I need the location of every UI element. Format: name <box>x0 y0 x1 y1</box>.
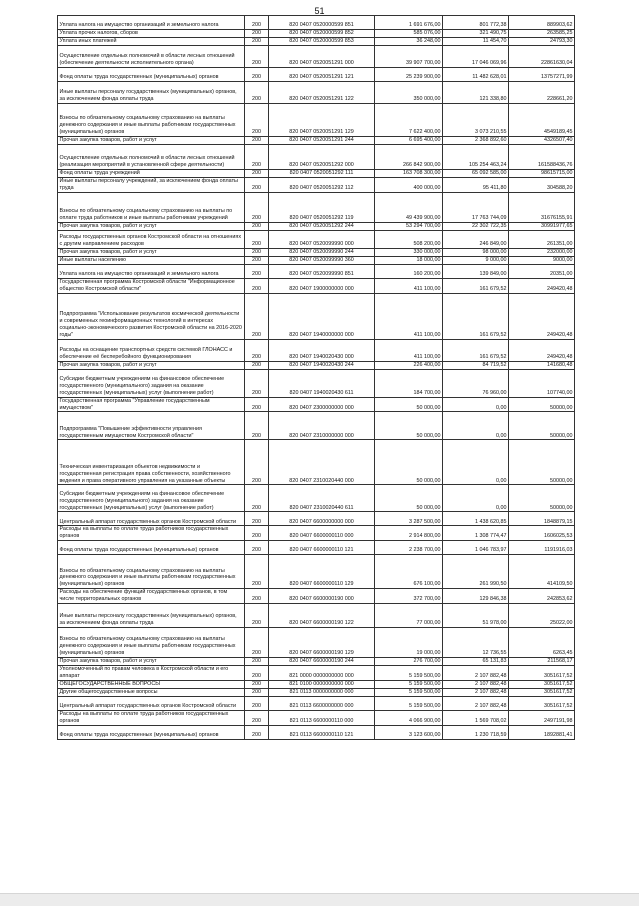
row-name: Государственная программа Костромской области "Информационное общество Костромской области" <box>58 278 245 293</box>
table-row <box>58 230 575 248</box>
row-approved-amount: 400 000,00 <box>375 178 443 193</box>
row-executed-amount: 51 978,00 <box>443 604 509 628</box>
row-classification-code: 820 0407 1940000000 000 <box>269 293 375 339</box>
row-line-code: 200 <box>245 485 269 512</box>
row-approved-amount: 5 159 500,00 <box>375 688 443 696</box>
row-remaining-amount: 249420,48 <box>509 339 575 361</box>
row-executed-amount: 17 046 069,96 <box>443 46 509 68</box>
row-classification-code: 820 0407 0520051291 129 <box>269 104 375 137</box>
table-row <box>58 222 575 230</box>
row-name: Фонд оплаты труда учреждений <box>58 170 245 178</box>
row-remaining-amount: 249420,48 <box>509 293 575 339</box>
row-executed-amount: 95 411,80 <box>443 178 509 193</box>
row-classification-code: 820 0407 6600000190 244 <box>269 658 375 666</box>
row-line-code: 200 <box>245 30 269 38</box>
row-name: Субсидии бюджетным учреждениям на финансовое обеспечение государственного (муниципального) задания на оказание государственных (муниципальных) услуг (выполнение работ) <box>58 369 245 397</box>
row-remaining-amount: 2497191,98 <box>509 710 575 725</box>
row-classification-code: 820 0407 0520051291 121 <box>269 68 375 82</box>
row-name: Взносы по обязательному социальному страхованию на выплаты денежного содержания и иные выплаты работникам государственных (муниципальных) органов <box>58 628 245 658</box>
row-remaining-amount: 50000,00 <box>509 397 575 412</box>
row-executed-amount: 65 092 585,00 <box>443 170 509 178</box>
row-classification-code: 820 0407 2310020440 000 <box>269 440 375 485</box>
table-row <box>58 137 575 145</box>
table-row <box>58 666 575 681</box>
row-approved-amount: 226 400,00 <box>375 361 443 369</box>
row-line-code: 200 <box>245 16 269 30</box>
row-approved-amount: 411 100,00 <box>375 278 443 293</box>
row-executed-amount: 98 000,00 <box>443 248 509 256</box>
row-executed-amount: 84 719,52 <box>443 361 509 369</box>
row-executed-amount: 161 679,52 <box>443 278 509 293</box>
row-approved-amount: 2 238 700,00 <box>375 541 443 555</box>
row-name: Фонд оплаты труда государственных (муниципальных) органов <box>58 725 245 739</box>
row-line-code: 200 <box>245 104 269 137</box>
row-line-code: 200 <box>245 589 269 604</box>
table-row <box>58 264 575 278</box>
row-name: Уплата налога на имущество организаций и земельного налога <box>58 264 245 278</box>
row-executed-amount: 2 368 892,60 <box>443 137 509 145</box>
row-name: Осуществление отдельных полномочий в области лесных отношений (реализация мероприятий в установленной сфере деятельности) <box>58 145 245 170</box>
row-approved-amount: 50 000,00 <box>375 412 443 440</box>
row-line-code: 200 <box>245 256 269 264</box>
row-executed-amount: 3 073 210,55 <box>443 104 509 137</box>
row-line-code: 200 <box>245 170 269 178</box>
table-row <box>58 440 575 485</box>
row-line-code: 200 <box>245 369 269 397</box>
row-remaining-amount: 50000,00 <box>509 485 575 512</box>
table-row <box>58 104 575 137</box>
row-executed-amount: 161 679,52 <box>443 339 509 361</box>
row-name: Прочая закупка товаров, работ и услуг <box>58 137 245 145</box>
row-executed-amount: 129 846,38 <box>443 589 509 604</box>
row-remaining-amount: 50000,00 <box>509 412 575 440</box>
row-classification-code: 820 0407 2310020440 611 <box>269 485 375 512</box>
row-classification-code: 820 0407 1940020430 244 <box>269 361 375 369</box>
row-line-code: 200 <box>245 230 269 248</box>
row-executed-amount: 246 849,00 <box>443 230 509 248</box>
row-name: Расходы на выплаты по оплате труда работников государственных органов <box>58 710 245 725</box>
row-name: Субсидии бюджетным учреждениям на финансовое обеспечение государственного (муниципального) задания на оказание государственных (муниципальных) услуг (выполнение работ) <box>58 485 245 512</box>
row-classification-code: 820 0407 0520051292 244 <box>269 222 375 230</box>
row-line-code: 200 <box>245 680 269 688</box>
row-line-code: 200 <box>245 137 269 145</box>
table-row <box>58 628 575 658</box>
row-name: Фонд оплаты труда государственных (муниципальных) органов <box>58 68 245 82</box>
row-classification-code: 821 0000 0000000000 000 <box>269 666 375 681</box>
row-name: Иные выплаты персоналу учреждений, за исключением фонда оплаты труда <box>58 178 245 193</box>
table-body <box>58 16 575 740</box>
table-row <box>58 658 575 666</box>
row-remaining-amount: 3051617,52 <box>509 666 575 681</box>
row-classification-code: 820 0407 0520099990 360 <box>269 256 375 264</box>
row-executed-amount: 17 763 744,09 <box>443 192 509 222</box>
table-row <box>58 680 575 688</box>
row-executed-amount: 801 772,38 <box>443 16 509 30</box>
row-executed-amount: 1 230 718,59 <box>443 725 509 739</box>
table-row <box>58 526 575 541</box>
row-approved-amount: 25 239 900,00 <box>375 68 443 82</box>
row-line-code: 200 <box>245 397 269 412</box>
row-name: Подпрограмма "Повышение эффективности управления государственным имуществом Костромской области" <box>58 412 245 440</box>
row-remaining-amount: 414109,50 <box>509 555 575 589</box>
row-line-code: 200 <box>245 604 269 628</box>
row-name: Центральный аппарат государственных органов Костромской области <box>58 696 245 710</box>
row-remaining-amount: 161588436,76 <box>509 145 575 170</box>
row-approved-amount: 508 200,00 <box>375 230 443 248</box>
row-remaining-amount: 228661,20 <box>509 82 575 104</box>
table-row <box>58 541 575 555</box>
row-name: Расходы на обеспечение функций государственных органов, в том числе территориальных органов <box>58 589 245 604</box>
row-executed-amount: 11 482 628,01 <box>443 68 509 82</box>
row-line-code: 200 <box>245 145 269 170</box>
row-line-code: 200 <box>245 264 269 278</box>
row-approved-amount: 3 123 600,00 <box>375 725 443 739</box>
row-classification-code: 820 0407 1940020430 611 <box>269 369 375 397</box>
row-executed-amount: 2 107 882,48 <box>443 666 509 681</box>
row-name: Уплата иных платежей <box>58 38 245 46</box>
row-remaining-amount: 1848879,15 <box>509 512 575 526</box>
row-line-code: 200 <box>245 248 269 256</box>
row-line-code: 200 <box>245 440 269 485</box>
row-name: Взносы по обязательному социальному страхованию на выплаты денежного содержания и иные выплаты работникам государственных (муниципальных) органов <box>58 104 245 137</box>
row-remaining-amount: 1892881,41 <box>509 725 575 739</box>
row-classification-code: 820 0407 2310000000 000 <box>269 412 375 440</box>
table-row <box>58 710 575 725</box>
table-row <box>58 16 575 30</box>
row-remaining-amount: 50000,00 <box>509 440 575 485</box>
row-remaining-amount: 13757271,99 <box>509 68 575 82</box>
row-name: Прочая закупка товаров, работ и услуг <box>58 248 245 256</box>
row-executed-amount: 0,00 <box>443 485 509 512</box>
row-name: Центральный аппарат государственных органов Костромской области <box>58 512 245 526</box>
row-approved-amount: 36 248,00 <box>375 38 443 46</box>
row-remaining-amount: 3051617,52 <box>509 688 575 696</box>
row-line-code: 200 <box>245 526 269 541</box>
row-remaining-amount: 25022,00 <box>509 604 575 628</box>
row-executed-amount: 0,00 <box>443 412 509 440</box>
row-executed-amount: 2 107 882,48 <box>443 688 509 696</box>
row-line-code: 200 <box>245 293 269 339</box>
row-name: Прочая закупка товаров, работ и услуг <box>58 658 245 666</box>
row-line-code: 200 <box>245 278 269 293</box>
row-line-code: 200 <box>245 192 269 222</box>
row-remaining-amount: 261351,00 <box>509 230 575 248</box>
row-remaining-amount: 1606025,53 <box>509 526 575 541</box>
row-name: Иные выплаты персоналу государственных (муниципальных) органов, за исключением фонда оплаты труда <box>58 604 245 628</box>
row-line-code: 200 <box>245 38 269 46</box>
row-line-code: 200 <box>245 696 269 710</box>
row-remaining-amount: 211568,17 <box>509 658 575 666</box>
row-classification-code: 820 0407 0520099990 000 <box>269 230 375 248</box>
table-row <box>58 696 575 710</box>
table-row <box>58 512 575 526</box>
row-executed-amount: 139 849,00 <box>443 264 509 278</box>
table-row <box>58 369 575 397</box>
row-executed-amount: 121 338,80 <box>443 82 509 104</box>
row-classification-code: 820 0407 0520051291 244 <box>269 137 375 145</box>
row-line-code: 200 <box>245 412 269 440</box>
row-classification-code: 821 0113 0000000000 000 <box>269 688 375 696</box>
row-executed-amount: 12 736,55 <box>443 628 509 658</box>
row-executed-amount: 321 490,75 <box>443 30 509 38</box>
row-remaining-amount: 3051617,52 <box>509 680 575 688</box>
row-remaining-amount: 9000,00 <box>509 256 575 264</box>
row-approved-amount: 266 842 900,00 <box>375 145 443 170</box>
row-remaining-amount: 232000,00 <box>509 248 575 256</box>
row-line-code: 200 <box>245 541 269 555</box>
row-remaining-amount: 20351,00 <box>509 264 575 278</box>
table-row <box>58 688 575 696</box>
row-name: Расходы на оснащение транспортных средств системой ГЛОНАСС и обеспечение её бесперебойного функционирования <box>58 339 245 361</box>
row-classification-code: 820 0407 0520099990 244 <box>269 248 375 256</box>
row-approved-amount: 585 076,00 <box>375 30 443 38</box>
row-remaining-amount: 242853,62 <box>509 589 575 604</box>
row-executed-amount: 9 000,00 <box>443 256 509 264</box>
row-approved-amount: 3 287 500,00 <box>375 512 443 526</box>
row-executed-amount: 1 438 620,85 <box>443 512 509 526</box>
row-classification-code: 820 0407 0520051292 119 <box>269 192 375 222</box>
row-executed-amount: 22 302 722,35 <box>443 222 509 230</box>
row-remaining-amount: 24793,30 <box>509 38 575 46</box>
row-approved-amount: 18 000,00 <box>375 256 443 264</box>
row-classification-code: 820 0407 2300000000 000 <box>269 397 375 412</box>
row-name: Подпрограмма "Использование результатов космической деятельности и современных геоинформационных технологий в интересах социально-экономического развития Костромской области на 2016-2020 годы" <box>58 293 245 339</box>
row-name: Взносы по обязательному социальному страхованию на выплаты по оплате труда работников и иные выплаты работникам учреждений <box>58 192 245 222</box>
table-row <box>58 192 575 222</box>
row-executed-amount: 0,00 <box>443 397 509 412</box>
row-approved-amount: 5 159 500,00 <box>375 696 443 710</box>
row-name: Уполномоченный по правам человека в Костромской области и его аппарат <box>58 666 245 681</box>
row-line-code: 200 <box>245 68 269 82</box>
table-row <box>58 256 575 264</box>
table-row <box>58 361 575 369</box>
row-name: Фонд оплаты труда государственных (муниципальных) органов <box>58 541 245 555</box>
row-line-code: 200 <box>245 82 269 104</box>
row-remaining-amount: 6263,45 <box>509 628 575 658</box>
row-remaining-amount: 31676155,91 <box>509 192 575 222</box>
row-line-code: 200 <box>245 222 269 230</box>
row-classification-code: 820 0407 0520000599 852 <box>269 30 375 38</box>
row-approved-amount: 7 622 400,00 <box>375 104 443 137</box>
row-line-code: 200 <box>245 710 269 725</box>
table-row <box>58 46 575 68</box>
row-line-code: 200 <box>245 658 269 666</box>
row-approved-amount: 19 000,00 <box>375 628 443 658</box>
budget-execution-table <box>57 15 575 740</box>
row-classification-code: 820 0407 0520000599 853 <box>269 38 375 46</box>
row-classification-code: 820 0407 1900000000 000 <box>269 278 375 293</box>
table-row <box>58 339 575 361</box>
row-remaining-amount: 889903,62 <box>509 16 575 30</box>
row-executed-amount: 2 107 882,48 <box>443 696 509 710</box>
row-name: Взносы по обязательному социальному страхованию на выплаты денежного содержания и иные выплаты работникам государственных (муниципальных) органов <box>58 555 245 589</box>
row-name: Техническая инвентаризация объектов недвижимости и государственная регистрация права собственности, хозяйственного ведения и права оперативного управления на указанные объекты <box>58 440 245 485</box>
row-approved-amount: 5 159 500,00 <box>375 666 443 681</box>
row-approved-amount: 163 708 300,00 <box>375 170 443 178</box>
row-name: Расходы государственных органов Костромской области на отношениях с другим направлением расходов <box>58 230 245 248</box>
row-executed-amount: 161 679,52 <box>443 293 509 339</box>
row-name: Уплата налога на имущество организаций и земельного налога <box>58 16 245 30</box>
row-name: ОБЩЕГОСУДАРСТВЕННЫЕ ВОПРОСЫ <box>58 680 245 688</box>
row-approved-amount: 50 000,00 <box>375 440 443 485</box>
row-name: Иные выплаты населению <box>58 256 245 264</box>
row-approved-amount: 77 000,00 <box>375 604 443 628</box>
row-approved-amount: 6 695 400,00 <box>375 137 443 145</box>
row-classification-code: 820 0407 0520051292 000 <box>269 145 375 170</box>
table-row <box>58 248 575 256</box>
row-remaining-amount: 98615715,00 <box>509 170 575 178</box>
row-name: Уплата прочих налогов, сборов <box>58 30 245 38</box>
row-line-code: 200 <box>245 46 269 68</box>
row-line-code: 200 <box>245 688 269 696</box>
row-classification-code: 820 0407 6600000110 129 <box>269 555 375 589</box>
row-approved-amount: 50 000,00 <box>375 485 443 512</box>
row-approved-amount: 160 200,00 <box>375 264 443 278</box>
row-remaining-amount: 263585,25 <box>509 30 575 38</box>
row-classification-code: 820 0407 0520051291 122 <box>269 82 375 104</box>
row-line-code: 200 <box>245 512 269 526</box>
row-line-code: 200 <box>245 555 269 589</box>
row-executed-amount: 76 960,00 <box>443 369 509 397</box>
row-line-code: 200 <box>245 666 269 681</box>
row-approved-amount: 676 100,00 <box>375 555 443 589</box>
row-executed-amount: 105 254 463,24 <box>443 145 509 170</box>
row-classification-code: 820 0407 0520051292 111 <box>269 170 375 178</box>
row-approved-amount: 2 914 800,00 <box>375 526 443 541</box>
row-classification-code: 821 0113 6600000110 121 <box>269 725 375 739</box>
table-row <box>58 589 575 604</box>
row-classification-code: 821 0113 6600000110 000 <box>269 710 375 725</box>
row-line-code: 200 <box>245 725 269 739</box>
row-executed-amount: 0,00 <box>443 440 509 485</box>
table-row <box>58 604 575 628</box>
row-classification-code: 821 0100 0000000000 000 <box>269 680 375 688</box>
row-classification-code: 820 0407 6600000190 000 <box>269 589 375 604</box>
table-row <box>58 38 575 46</box>
row-remaining-amount: 304588,20 <box>509 178 575 193</box>
row-classification-code: 820 0407 6600000110 000 <box>269 526 375 541</box>
table-row <box>58 178 575 193</box>
row-classification-code: 820 0407 0520099990 851 <box>269 264 375 278</box>
row-classification-code: 820 0407 0520051292 112 <box>269 178 375 193</box>
row-name: Государственная программа "Управление государственным имуществом" <box>58 397 245 412</box>
table-row <box>58 725 575 739</box>
row-remaining-amount: 107740,00 <box>509 369 575 397</box>
row-classification-code: 820 0407 6600000110 121 <box>269 541 375 555</box>
table-row <box>58 82 575 104</box>
table-row <box>58 412 575 440</box>
row-name: Осуществление отдельных полномочий в области лесных отношений (обеспечение деятельности исполнительного органа) <box>58 46 245 68</box>
row-name: Прочая закупка товаров, работ и услуг <box>58 222 245 230</box>
row-approved-amount: 39 907 700,00 <box>375 46 443 68</box>
row-approved-amount: 350 000,00 <box>375 82 443 104</box>
row-remaining-amount: 4549189,45 <box>509 104 575 137</box>
row-approved-amount: 184 700,00 <box>375 369 443 397</box>
row-remaining-amount: 249420,48 <box>509 278 575 293</box>
row-remaining-amount: 1191916,03 <box>509 541 575 555</box>
row-executed-amount: 261 990,50 <box>443 555 509 589</box>
row-classification-code: 820 0407 1940020430 000 <box>269 339 375 361</box>
row-classification-code: 820 0407 0520000599 851 <box>269 16 375 30</box>
footer-strip <box>0 893 639 906</box>
row-approved-amount: 4 066 900,00 <box>375 710 443 725</box>
row-remaining-amount: 3051617,52 <box>509 696 575 710</box>
row-line-code: 200 <box>245 178 269 193</box>
table-row <box>58 555 575 589</box>
row-classification-code: 821 0113 6600000000 000 <box>269 696 375 710</box>
row-executed-amount: 11 454,70 <box>443 38 509 46</box>
table-row <box>58 278 575 293</box>
row-name: Другие общегосударственные вопросы <box>58 688 245 696</box>
row-remaining-amount: 30991977,65 <box>509 222 575 230</box>
row-approved-amount: 50 000,00 <box>375 397 443 412</box>
table-row <box>58 170 575 178</box>
row-approved-amount: 411 100,00 <box>375 339 443 361</box>
row-executed-amount: 2 107 882,48 <box>443 680 509 688</box>
table-row <box>58 293 575 339</box>
row-approved-amount: 372 700,00 <box>375 589 443 604</box>
row-executed-amount: 1 046 783,97 <box>443 541 509 555</box>
row-approved-amount: 411 100,00 <box>375 293 443 339</box>
table-row <box>58 397 575 412</box>
row-approved-amount: 53 294 700,00 <box>375 222 443 230</box>
row-executed-amount: 1 308 774,47 <box>443 526 509 541</box>
row-executed-amount: 1 569 708,02 <box>443 710 509 725</box>
row-remaining-amount: 4326507,40 <box>509 137 575 145</box>
row-approved-amount: 276 700,00 <box>375 658 443 666</box>
row-approved-amount: 5 159 500,00 <box>375 680 443 688</box>
row-line-code: 200 <box>245 339 269 361</box>
row-name: Расходы на выплаты по оплате труда работников государственных органов <box>58 526 245 541</box>
row-line-code: 200 <box>245 361 269 369</box>
row-remaining-amount: 22861630,04 <box>509 46 575 68</box>
row-classification-code: 820 0407 6600000190 122 <box>269 604 375 628</box>
page-number: 51 <box>314 6 325 16</box>
row-executed-amount: 65 131,83 <box>443 658 509 666</box>
row-approved-amount: 330 000,00 <box>375 248 443 256</box>
row-approved-amount: 49 439 900,00 <box>375 192 443 222</box>
table-row <box>58 30 575 38</box>
row-classification-code: 820 0407 6600000000 000 <box>269 512 375 526</box>
row-remaining-amount: 141680,48 <box>509 361 575 369</box>
row-name: Прочая закупка товаров, работ и услуг <box>58 361 245 369</box>
row-line-code: 200 <box>245 628 269 658</box>
row-classification-code: 820 0407 0520051291 000 <box>269 46 375 68</box>
table-row <box>58 485 575 512</box>
table-row <box>58 68 575 82</box>
row-approved-amount: 1 691 676,00 <box>375 16 443 30</box>
table-row <box>58 145 575 170</box>
row-name: Иные выплаты персоналу государственных (муниципальных) органов, за исключением фонда оплаты труда <box>58 82 245 104</box>
row-classification-code: 820 0407 6600000190 129 <box>269 628 375 658</box>
